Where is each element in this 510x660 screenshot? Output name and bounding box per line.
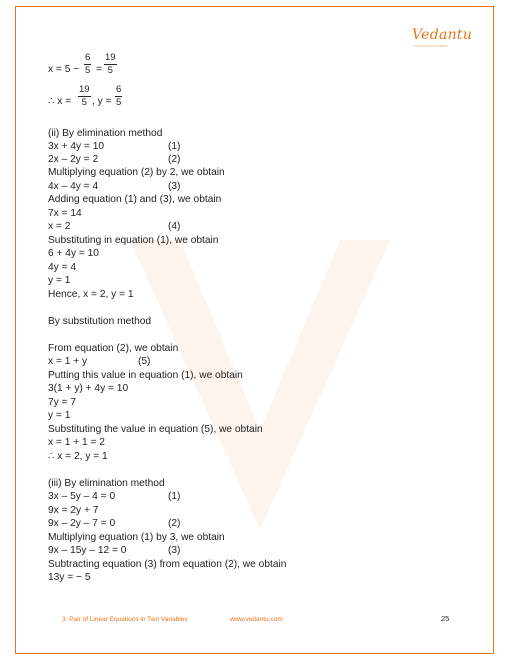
section-heading: (ii) By elimination method [48,128,163,139]
math-line1-prefix: x = 5 − [48,64,80,75]
equation-line: 13y = − 5 [48,572,91,583]
fraction [104,52,117,77]
result-line: ∴ x = 2, y = 1 [48,451,108,462]
equation-line: 3x + 4y = 10 [48,141,105,152]
numerator: 19 [105,52,116,63]
text-line: Subtracting equation (3) from equation (2), we obtain [48,559,287,570]
text-line: Putting this value in equation (1), we obtain [48,370,243,381]
logo-tagline: LIVE ONLINE TUTORING [413,44,448,48]
numerator: 6 [116,84,122,95]
equation-tag: (3) [168,181,181,192]
result-line: Hence, x = 2, y = 1 [48,289,134,300]
equation-line: 4x – 4y = 4 [48,181,99,192]
page-number: 25 [441,614,450,623]
denominator: 5 [116,97,122,108]
equation-line: 3(1 + y) + 4y = 10 [48,383,129,394]
section-heading: By substitution method [48,316,152,327]
equation-tag: (1) [168,491,181,502]
section-heading: (iii) By elimination method [48,478,165,489]
text-line: From equation (2), we obtain [48,343,179,354]
equation-line: y = 1 [48,275,71,286]
equation-tag: (1) [168,141,181,152]
equation-line: 7y = 7 [48,397,77,408]
fraction [84,52,91,77]
logo-wordmark: Vedantu [412,27,473,43]
equation-line: 6 + 4y = 10 [48,248,99,259]
text-line: Adding equation (1) and (3), we obtain [48,194,222,205]
equation-line: 7x = 14 [48,208,82,219]
equation-tag: (4) [168,221,181,232]
numerator: 19 [79,84,90,95]
text-line: Substituting the value in equation (5), we obtain [48,424,263,435]
equation-tag: (2) [168,518,181,529]
denominator: 5 [81,97,87,108]
math-line2-prefix: ∴ x = [48,96,72,107]
equation-line: x = 1 + y [48,356,88,367]
fraction [78,84,91,109]
text-line: Multiplying equation (1) by 3, we obtain [48,532,225,543]
denominator: 5 [85,65,91,76]
text-line: Multiplying equation (2) by 2, we obtain [48,167,225,178]
equation-tag: (2) [168,154,181,165]
equals-sign: = [96,64,102,75]
equation-tag: (3) [168,545,181,556]
equation-line: 2x – 2y = 2 [48,154,99,165]
denominator: 5 [107,65,113,76]
numerator: 6 [85,52,91,63]
vedantu-logo [412,27,473,49]
footer-chapter: 3. Pair of Linear Equations in Two Variables [62,616,188,623]
fraction [115,84,122,109]
equation-line: 9x – 2y – 7 = 0 [48,518,116,529]
equation-line: x = 1 + 1 = 2 [48,437,105,448]
equation-tag: (5) [138,356,151,367]
text-line: Substituting in equation (1), we obtain [48,235,219,246]
equation-line: 4y = 4 [48,262,77,273]
math-line2-mid: , y = [92,96,112,107]
equation-line: x = 2 [48,221,71,232]
equation-line: 9x = 2y + 7 [48,505,99,516]
footer-website-link[interactable]: www.vedantu.com [230,616,283,623]
equation-line: y = 1 [48,410,71,421]
equation-line: 3x – 5y – 4 = 0 [48,491,116,502]
equation-line: 9x – 15y – 12 = 0 [48,545,127,556]
